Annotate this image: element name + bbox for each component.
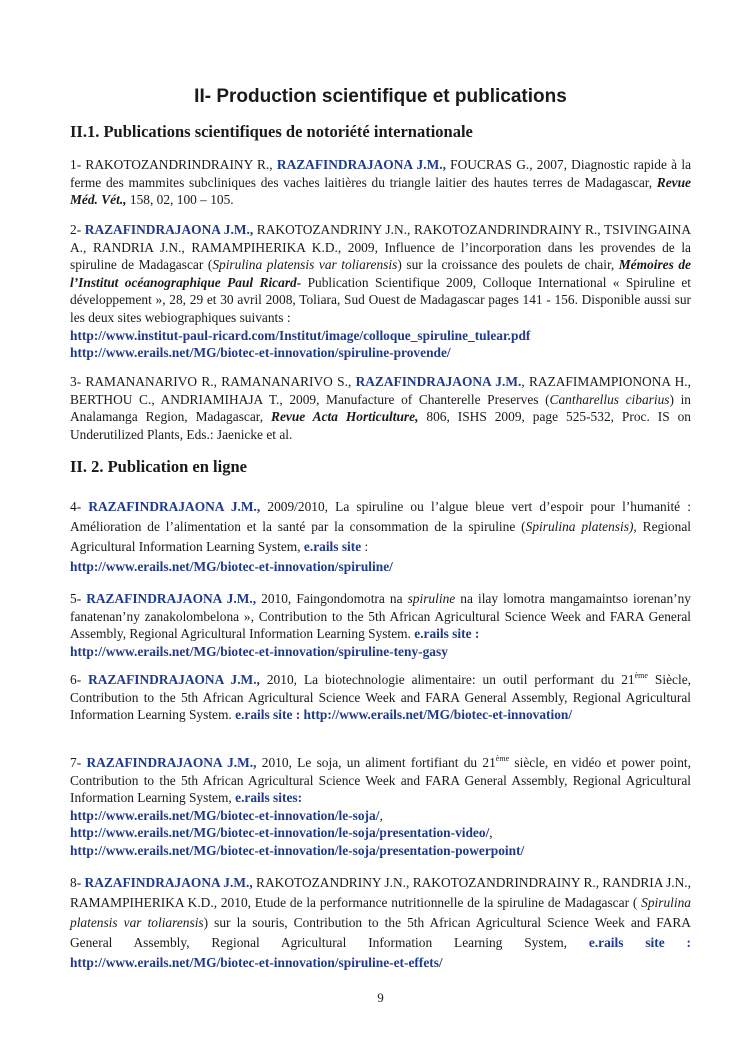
link-institut-ricard[interactable]: http://www.institut-paul-ricard.com/Institut/image/colloque_spiruline_tulear.pdf [70, 327, 531, 343]
publication-entry-7: 7- RAZAFINDRAJAONA J.M., 2010, Le soja, un aliment fortifiant du 21ème siècle, en vidéo et power point, Contribution to the 5th African Agricultural Science Week and FARA General Assembly, Regional Agricultural Information Learning System, e.rails sites: http://www.erails.net/MG/biotec-et-innovation/le-soja/, http://www.erails.net/MG/biotec-et-innovation/le-soja/presentation-video/, http://www.erails.net/MG/biotec-et-innovation/le-soja/presentation-powerpoint/ [70, 754, 691, 858]
publication-entry-8: 8- RAZAFINDRAJAONA J.M., RAKOTOZANDRINY J.N., RAKOTOZANDRINDRAINY R., RANDRIA J.N., RAMAMPIHERIKA K.D., 2010, Etude de la performance nutritionnelle de la spiruline de Madagascar ( Spirulina platensis var toliarensis) sur la souris, Contribution to the 5th African Agricultural Science Week and FARA General Assembly, Regional Agricultural Information Learning System, e.rails site : http://www.erails.net/MG/biotec-et-innovation/spiruline-et-effets/ [70, 875, 691, 970]
link-presentation-powerpoint[interactable]: http://www.erails.net/MG/biotec-et-innovation/le-soja/presentation-powerpoint/ [70, 842, 525, 858]
publication-entry-5: 5- RAZAFINDRAJAONA J.M., 2010, Faingondomotra na spiruline na ilay lomotra mangamaintso iorenan’ny fanatenan’ny zanakolombelona », Contribution to the 5th African Agricultural Science Week and FARA General Assembly, Regional Agricultural Information Learning System. e.rails site : http://www.erails.net/MG/biotec-et-innovation/spiruline-teny-gasy [70, 591, 691, 659]
author-highlight: RAZAFINDRAJAONA J.M. [355, 374, 522, 389]
page-title: II- Production scientifique et publications [194, 86, 567, 107]
publication-entry-4: 4- RAZAFINDRAJAONA J.M., 2009/2010, La spiruline ou l’algue bleue vert d’espoir pour l’humanité : Amélioration de l’alimentation et la santé par la consommation de la spiruline (Spirulina platensis), Regional Agricultural Information Learning System, e.rails site : http://www.erails.net/MG/biotec-et-innovation/spiruline/ [70, 497, 691, 577]
erails-site-label: e.rails site : [588, 935, 691, 950]
author-highlight: RAZAFINDRAJAONA J.M., [88, 499, 261, 514]
species-name: Cantharellus cibarius [549, 391, 670, 407]
link-presentation-video[interactable]: http://www.erails.net/MG/biotec-et-innovation/le-soja/presentation-video/ [70, 825, 490, 841]
species-name: Spirulina platensis var toliarensis [70, 895, 691, 930]
author-highlight: RAZAFINDRAJAONA J.M., [276, 157, 446, 172]
author-highlight: RAZAFINDRAJAONA J.M., [88, 672, 260, 687]
section-heading-online: II. 2. Publication en ligne [70, 457, 247, 476]
publication-entry-6: 6- RAZAFINDRAJAONA J.M., 2010, La biotechnologie alimentaire: un outil performant du 21ème Siècle, Contribution to the 5th African Agricultural Science Week and FARA General Assembly, Regional Agricultural Information Learning System. e.rails site : http://www.erails.net/MG/biotec-et-innovation/ [70, 671, 691, 723]
link-spiruline-teny-gasy[interactable]: http://www.erails.net/MG/biotec-et-innovation/spiruline-teny-gasy [70, 643, 448, 659]
link-biotec-innovation[interactable]: http://www.erails.net/MG/biotec-et-innovation/ [303, 707, 573, 723]
link-spiruline-provende[interactable]: http://www.erails.net/MG/biotec-et-innovation/spiruline-provende/ [70, 345, 451, 361]
author-highlight: RAZAFINDRAJAONA J.M., [84, 222, 254, 237]
author-highlight: RAZAFINDRAJAONA J.M., [86, 591, 257, 606]
publication-entry-1: 1- RAKOTOZANDRINDRAINY R., RAZAFINDRAJAONA J.M., FOUCRAS G., 2007, Diagnostic rapide à la ferme des mammites subcliniques des vaches laitières du triangle laitier des hautes terres de Madagascar, Revue Méd. Vét., 158, 02, 100 – 105. [70, 157, 692, 208]
link-le-soja[interactable]: http://www.erails.net/MG/biotec-et-innovation/le-soja/ [70, 807, 380, 823]
author-highlight: RAZAFINDRAJAONA J.M., [86, 755, 257, 770]
link-spiruline[interactable]: http://www.erails.net/MG/biotec-et-innovation/spiruline/ [70, 559, 393, 574]
journal-name: Revue Méd. Vét., [70, 174, 691, 208]
species-name: spiruline [407, 591, 456, 606]
page-number: 9 [377, 990, 384, 1005]
section-heading-international: II.1. Publications scientifiques de notoriété internationale [70, 122, 473, 141]
erails-site-label: e.rails site [303, 539, 362, 554]
journal-name: Revue Acta Horticulture, [271, 409, 419, 425]
author-highlight: RAZAFINDRAJAONA J.M., [84, 875, 253, 890]
species-name: Spirulina platensis var toliarensis [212, 257, 398, 273]
species-name: Spirulina platensis), [525, 519, 637, 534]
journal-name: Mémoires de l’Institut océanographique Paul Ricard- [70, 257, 692, 290]
erails-site-label: e.rails site : [235, 707, 304, 723]
publication-entry-2: 2- RAZAFINDRAJAONA J.M., RAKOTOZANDRINY J.N., RAKOTOZANDRINDRAINY R., TSIVINGAINA A., RANDRIA J.N., RAMAMPIHERIKA K.D., 2009, Influence de l’incorporation dans les provendes de la spiruline de Madagascar (Spirulina platensis var toliarensis) sur la croissance des poulets de chair, Mémoires de l’Institut océanographique Paul Ricard- Publication Scientifique 2009, Colloque International « Spiruline et développement », 28, 29 et 30 avril 2008, Toliara, Sud Ouest de Madagascar pages 141 - 156. Disponible aussi sur les deux sites webiographiques suivants : http://www.institut-paul-ricard.com/Institut/image/colloque_spiruline_tulear.pdf http://www.erails.net/MG/biotec-et-innovation/spiruline-provende/ [70, 222, 692, 361]
link-spiruline-et-effets[interactable]: http://www.erails.net/MG/biotec-et-innovation/spiruline-et-effets/ [70, 955, 443, 970]
erails-site-label: e.rails sites: [235, 790, 303, 806]
publication-entry-3: 3- RAMANANARIVO R., RAMANANARIVO S., RAZAFINDRAJAONA J.M., RAZAFIMAMPIONONA H., BERTHOU C., ANDRIAMIHAJA T., 2009, Manufacture of Chanterelle Preserves (Cantharellus cibarius) in Analamanga Region, Madagascar, Revue Acta Horticulture, 806, ISHS 2009, page 525-532, Proc. IS on Underutilized Plants, Eds.: Jaenicke et al. [70, 374, 691, 442]
erails-site-label: e.rails site : [414, 626, 480, 642]
